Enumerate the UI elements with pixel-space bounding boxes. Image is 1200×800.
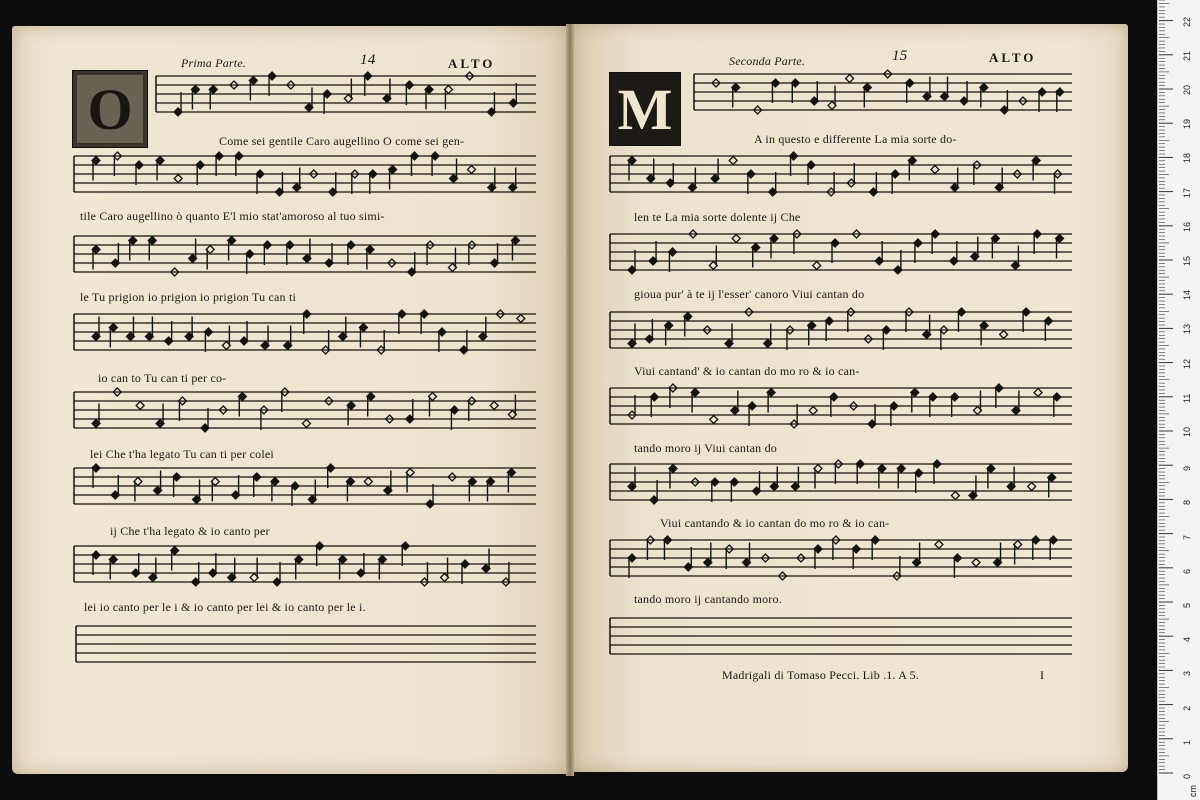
music-note [871, 536, 879, 560]
music-note [450, 159, 458, 183]
music-note [767, 389, 775, 413]
music-note [911, 389, 919, 413]
left-lyric-line: tile Caro augellino ò quanto E'l mio stat'amoroso al tuo simi- [80, 209, 385, 223]
music-note [971, 237, 979, 261]
music-note [339, 556, 347, 580]
ruler-number: 11 [1182, 393, 1192, 403]
music-note [132, 553, 140, 577]
music-note [249, 77, 257, 101]
music-note [731, 391, 739, 415]
ruler-number: 18 [1182, 153, 1192, 164]
music-note [126, 317, 134, 341]
music-note [134, 478, 142, 502]
music-note [173, 473, 181, 497]
music-note [709, 246, 717, 270]
music-note [684, 547, 692, 571]
music-note [1033, 230, 1041, 254]
music-note [327, 464, 335, 488]
music-note [935, 541, 943, 549]
music-note [238, 393, 246, 417]
music-note [908, 157, 916, 181]
music-note [149, 558, 157, 582]
left-lyric-line: lei Che t'ha legato Tu can ti per colei [90, 447, 274, 461]
music-note [291, 482, 299, 506]
music-note [426, 484, 434, 508]
music-note [1044, 317, 1052, 341]
music-note [305, 88, 313, 112]
music-note [92, 157, 100, 181]
music-note [344, 79, 352, 103]
music-note [316, 542, 324, 566]
music-note [647, 159, 655, 183]
music-note [972, 559, 980, 567]
music-note [92, 551, 100, 575]
ruler-number: 15 [1182, 255, 1192, 266]
music-note [770, 467, 778, 491]
music-note [729, 157, 737, 165]
music-note [808, 322, 816, 346]
music-note [323, 90, 331, 114]
music-note [517, 315, 525, 323]
right-page-number: 15 [892, 48, 908, 64]
music-note [852, 545, 860, 569]
music-note [450, 406, 458, 430]
music-note [1048, 474, 1056, 498]
right-lyric-line: Viui cantand' & io cantan do mo ro & io can- [634, 364, 860, 378]
music-note [868, 404, 876, 428]
music-note [957, 308, 965, 332]
music-note [240, 321, 248, 345]
music-note [668, 248, 676, 272]
music-note [364, 478, 372, 486]
music-note [1032, 536, 1040, 560]
music-note [940, 77, 948, 101]
music-note [711, 159, 719, 183]
music-note [92, 246, 100, 270]
music-note [764, 324, 772, 348]
ruler-number: 21 [1182, 50, 1192, 61]
ruler-ticks [1158, 0, 1200, 800]
music-note [1056, 88, 1064, 112]
music-note [303, 239, 311, 263]
ruler-number: 5 [1182, 602, 1192, 608]
music-note [878, 465, 886, 489]
music-note [863, 84, 871, 108]
music-note [111, 243, 119, 267]
music-note [232, 475, 240, 499]
music-note [406, 399, 414, 423]
music-note [295, 556, 303, 580]
music-note [211, 478, 219, 502]
music-note [261, 326, 269, 350]
ruler-number: 16 [1182, 221, 1192, 232]
left-lyric-line: lei io canto per le i & io canto per lei & io canto per le i. [84, 600, 366, 614]
music-note [222, 326, 230, 350]
music-note [509, 83, 517, 107]
music-note [897, 465, 905, 489]
music-note [969, 476, 977, 500]
music-note [994, 543, 1002, 567]
music-note [431, 152, 439, 176]
music-note [730, 478, 738, 502]
music-note [482, 549, 490, 573]
music-note [1014, 541, 1022, 565]
music-note [428, 393, 436, 417]
music-note [487, 92, 495, 116]
decorated-initial-m: M [609, 72, 681, 146]
music-note [92, 317, 100, 341]
music-note [732, 84, 740, 108]
right-lyric-line: tando moro ij Viui cantan do [634, 441, 777, 455]
music-note [814, 465, 822, 489]
music-note [92, 464, 100, 488]
left-page-number: 14 [360, 52, 376, 68]
music-note [293, 168, 301, 192]
music-note [628, 157, 636, 181]
music-note [189, 239, 197, 263]
music-note [235, 152, 243, 176]
music-note [174, 92, 182, 116]
music-note [405, 81, 413, 105]
music-note [951, 393, 959, 417]
music-note [628, 467, 636, 491]
music-note [1032, 157, 1040, 181]
music-note [973, 391, 981, 415]
music-note [914, 239, 922, 263]
ruler-number: 10 [1182, 426, 1192, 437]
music-note [743, 543, 751, 567]
left-lyric-line: ij Che t'ha legato & io canto per [110, 524, 270, 538]
music-note [710, 416, 718, 424]
music-note [669, 465, 677, 489]
music-note [882, 326, 890, 350]
music-note [913, 543, 921, 567]
music-note [444, 86, 452, 110]
music-note [209, 553, 217, 577]
music-note [813, 262, 821, 270]
music-note [378, 556, 386, 580]
music-note [111, 475, 119, 499]
music-note [383, 79, 391, 103]
music-note [725, 324, 733, 348]
music-note [339, 317, 347, 341]
music-note [645, 319, 653, 343]
music-note [684, 313, 692, 337]
music-note [154, 471, 162, 495]
music-note [890, 402, 898, 426]
music-note [148, 237, 156, 261]
music-note [491, 243, 499, 267]
music-note [1034, 389, 1042, 397]
ruler-number: 17 [1182, 187, 1192, 198]
music-note [995, 384, 1003, 408]
music-note [467, 166, 475, 174]
music-note [770, 235, 778, 259]
music-note [628, 324, 636, 348]
ruler-number: 3 [1182, 671, 1192, 677]
music-note [1049, 536, 1057, 560]
music-note [791, 79, 799, 103]
music-note [814, 545, 822, 569]
right-lyric-line: A in questo e differente La mia sorte do- [754, 132, 957, 146]
music-note [732, 235, 740, 243]
right-lyric-line: len te La mia sorte dolente ij Che [634, 210, 801, 224]
music-note [666, 163, 674, 187]
left-lyric-line: Come sei gentile Caro augellino O come sei gen- [219, 134, 465, 148]
music-note [649, 241, 657, 265]
ruler-number: 19 [1182, 119, 1192, 130]
music-note [509, 168, 517, 192]
music-note [1038, 88, 1046, 112]
music-note [790, 152, 798, 176]
ruler-number: 22 [1182, 16, 1192, 27]
ruler-number: 12 [1182, 358, 1192, 369]
music-note [771, 79, 779, 103]
music-note [894, 250, 902, 274]
music-note [196, 161, 204, 185]
right-lyric-line: gioua pur' à te ij l'esser' canoro Viui cantan do [634, 287, 865, 301]
music-note [508, 395, 516, 419]
music-note [1007, 467, 1015, 491]
music-note [246, 250, 254, 274]
music-note [869, 172, 877, 196]
right-lyric-line: Viui cantando & io cantan do mo ro & io can- [660, 516, 890, 530]
music-note [308, 480, 316, 504]
music-note [367, 393, 375, 417]
music-note [284, 326, 292, 350]
music-note [268, 72, 276, 96]
music-note [791, 467, 799, 491]
music-note [156, 404, 164, 428]
music-note [129, 237, 137, 261]
music-note [809, 407, 817, 415]
music-note [1012, 391, 1020, 415]
music-note [628, 554, 636, 578]
right-page-signature: I [1040, 668, 1045, 682]
left-lyric-line: io can to Tu can ti per co- [98, 371, 227, 385]
music-note [425, 86, 433, 110]
music-note [830, 393, 838, 417]
music-note [384, 471, 392, 495]
music-note [193, 480, 201, 504]
music-note [846, 75, 854, 83]
music-note [980, 322, 988, 346]
music-note [1028, 483, 1036, 491]
music-note [201, 408, 209, 432]
right-lyric-line: tando moro ij cantando moro. [634, 592, 782, 606]
music-note [366, 246, 374, 270]
music-note [401, 542, 409, 566]
music-note [906, 79, 914, 103]
music-note [408, 252, 416, 276]
music-note [135, 161, 143, 185]
music-note [486, 478, 494, 502]
music-note [206, 246, 214, 270]
music-note [507, 469, 515, 493]
right-voice-label: ALTO [989, 50, 1037, 65]
music-note [410, 152, 418, 176]
music-note [987, 465, 995, 489]
ruler-number: 9 [1182, 466, 1192, 472]
music-note [215, 152, 223, 176]
music-note [933, 460, 941, 484]
music-note [369, 170, 377, 194]
music-note [191, 86, 199, 110]
music-note [950, 241, 958, 265]
music-note [704, 543, 712, 567]
music-note [174, 175, 182, 183]
music-note [286, 241, 294, 265]
music-note [1000, 90, 1008, 114]
music-note [448, 248, 456, 272]
music-note [263, 241, 271, 265]
music-note [923, 315, 931, 339]
music-note [665, 322, 673, 346]
music-note [953, 554, 961, 578]
music-note [923, 77, 931, 101]
music-note [389, 166, 397, 190]
music-note [253, 473, 261, 497]
music-note [420, 310, 428, 334]
measuring-ruler [1157, 0, 1200, 800]
music-note [490, 402, 498, 410]
music-note [398, 310, 406, 334]
ruler-number: 13 [1182, 324, 1192, 335]
music-note [1000, 331, 1008, 339]
music-note [828, 86, 836, 110]
music-note [461, 560, 469, 584]
music-note [347, 241, 355, 265]
left-voice-label: ALTO [448, 56, 496, 71]
music-note [769, 172, 777, 196]
music-note [951, 492, 959, 500]
music-note [1022, 308, 1030, 332]
music-note [960, 81, 968, 105]
music-note [109, 556, 117, 580]
music-note [460, 330, 468, 354]
music-note [1011, 246, 1019, 270]
music-note [165, 321, 173, 345]
left-lyric-line: le Tu prigion io prigion io prigion Tu can ti [80, 290, 297, 304]
ruler-number: 8 [1182, 500, 1192, 506]
ruler-number: 4 [1182, 637, 1192, 643]
ruler-number: 20 [1182, 84, 1192, 95]
music-note [1056, 235, 1064, 259]
music-note [228, 558, 236, 582]
music-note [346, 478, 354, 502]
music-note [136, 402, 144, 410]
music-note [856, 460, 864, 484]
music-note [825, 317, 833, 341]
music-note [891, 170, 899, 194]
music-note [747, 170, 755, 194]
music-note [929, 393, 937, 417]
ruler-number: 6 [1182, 568, 1192, 574]
music-note [663, 536, 671, 560]
music-note [688, 168, 696, 192]
music-note [650, 393, 658, 417]
music-note [302, 420, 310, 428]
music-note [228, 237, 236, 261]
music-note [711, 478, 719, 502]
music-note [511, 237, 519, 261]
ruler-number: 1 [1182, 739, 1192, 745]
ruler-number: 14 [1182, 290, 1192, 301]
music-note [359, 324, 367, 348]
music-note [204, 328, 212, 352]
music-note [357, 553, 365, 577]
music-note [192, 562, 200, 586]
music-note [752, 471, 760, 495]
music-note [347, 402, 355, 426]
music-note [991, 235, 999, 259]
left-header-part: Prima Parte. [181, 56, 247, 70]
music-note [831, 239, 839, 263]
music-note [650, 480, 658, 504]
music-note [171, 547, 179, 571]
music-note [468, 478, 476, 502]
music-note [752, 244, 760, 268]
music-note [438, 328, 446, 352]
right-header-part: Seconda Parte. [729, 54, 806, 68]
music-note [748, 402, 756, 426]
ruler-number: 2 [1182, 705, 1192, 711]
music-note [250, 558, 258, 582]
music-note [275, 172, 283, 196]
music-note [691, 389, 699, 413]
music-note [1053, 393, 1061, 417]
music-note [209, 86, 217, 110]
music-note [92, 404, 100, 428]
right-page-footer: Madrigali di Tomaso Pecci. Lib .1. A 5. [722, 668, 920, 682]
music-note [931, 230, 939, 254]
music-note [325, 243, 333, 267]
music-note [303, 310, 311, 334]
music-note [488, 168, 496, 192]
music-note [931, 166, 939, 174]
ruler-number: 7 [1182, 534, 1192, 540]
music-note [273, 562, 281, 586]
music-note [628, 250, 636, 274]
music-note [441, 558, 449, 582]
music-note [185, 317, 193, 341]
music-note [875, 241, 883, 265]
music-note [364, 72, 372, 96]
music-note [406, 469, 414, 493]
music-note [256, 170, 264, 194]
music-note [951, 168, 959, 192]
ruler-number: 0 [1182, 773, 1192, 779]
music-note [145, 317, 153, 341]
decorated-initial-o: O [72, 70, 148, 148]
music-note [980, 84, 988, 108]
music-note [109, 324, 117, 348]
music-note [329, 172, 337, 196]
music-note [915, 469, 923, 493]
music-note [271, 478, 279, 502]
music-note [156, 157, 164, 181]
music-note [995, 168, 1003, 192]
music-note [810, 81, 818, 105]
ruler-unit-label: cm [1188, 785, 1198, 797]
music-note [807, 161, 815, 185]
music-note [479, 317, 487, 341]
